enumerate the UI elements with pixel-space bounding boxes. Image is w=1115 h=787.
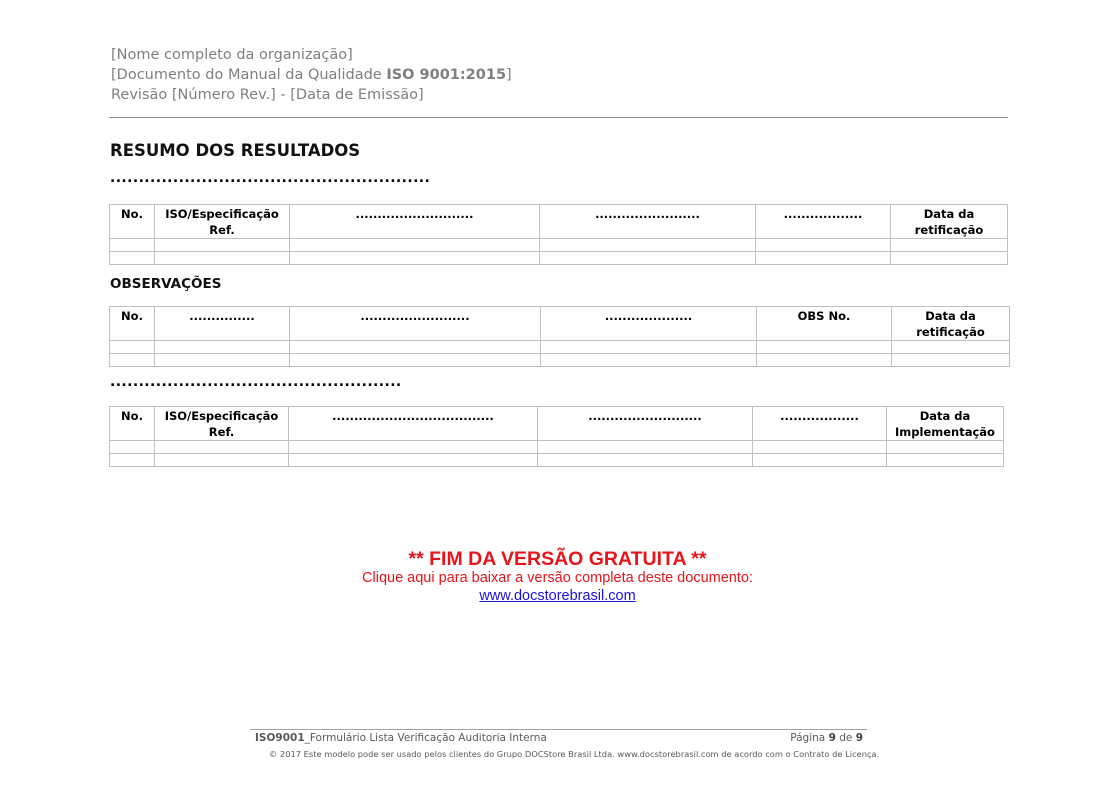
third-subheading: ................................................... <box>110 374 402 390</box>
summary-table <box>109 204 1008 265</box>
revision-line: Revisão [Número Rev.] - [Data de Emissão] <box>111 87 424 103</box>
table-cell[interactable] <box>538 454 753 467</box>
download-link-container <box>0 587 1115 605</box>
col-header: ............... <box>155 307 290 341</box>
col-header: No. <box>110 407 155 441</box>
download-link[interactable]: www.docstorebrasil.com <box>479 588 636 604</box>
organization-name: [Nome completo da organização] <box>111 47 353 63</box>
table-cell[interactable] <box>289 441 538 454</box>
table-header-row <box>110 407 1004 441</box>
table-cell[interactable] <box>757 341 892 354</box>
table-row <box>110 454 1004 467</box>
free-version-end-title: ** FIM DA VERSÃO GRATUITA ** <box>408 548 707 570</box>
table-cell[interactable] <box>756 252 891 265</box>
table-row <box>110 354 1010 367</box>
col-header: .................. <box>756 205 891 239</box>
table-cell[interactable] <box>891 239 1008 252</box>
table-cell[interactable] <box>110 341 155 354</box>
header-divider <box>109 117 1008 118</box>
document-header <box>111 45 512 105</box>
table-cell[interactable] <box>155 454 289 467</box>
table-cell[interactable] <box>110 239 155 252</box>
col-header: Data da Implementação <box>887 407 1004 441</box>
col-header: .................. <box>753 407 887 441</box>
col-header: Data da retificação <box>891 205 1008 239</box>
download-prompt[interactable]: Clique aqui para baixar a versão completa deste documento: <box>362 570 753 586</box>
table-cell[interactable] <box>290 239 540 252</box>
table-cell[interactable] <box>155 252 290 265</box>
table-cell[interactable] <box>290 252 540 265</box>
table-cell[interactable] <box>110 252 155 265</box>
table-cell[interactable] <box>155 354 290 367</box>
col-header: ........................ <box>540 205 756 239</box>
col-header: .................... <box>541 307 757 341</box>
table-header-row <box>110 307 1010 341</box>
table-cell[interactable] <box>290 341 541 354</box>
table-cell[interactable] <box>540 252 756 265</box>
col-header: Data da retificação <box>892 307 1010 341</box>
table-cell[interactable] <box>538 441 753 454</box>
table-cell[interactable] <box>155 341 290 354</box>
col-header: ISO/Especificação Ref. <box>155 407 289 441</box>
table-cell[interactable] <box>756 239 891 252</box>
table-cell[interactable] <box>753 454 887 467</box>
table-row <box>110 252 1008 265</box>
page-number: Página 9 de 9 <box>790 732 863 744</box>
document-title: [Documento do Manual da Qualidade ISO 9001:2015] <box>111 67 512 83</box>
table-cell[interactable] <box>155 441 289 454</box>
table-row <box>110 239 1008 252</box>
footer-divider <box>250 729 867 730</box>
footer-document-name: ISO9001_Formulário Lista Verificação Auditoria Interna <box>255 732 547 744</box>
table-cell[interactable] <box>887 441 1004 454</box>
observations-title: OBSERVAÇÕES <box>110 276 222 292</box>
table-cell[interactable] <box>541 341 757 354</box>
col-header: ......................... <box>290 307 541 341</box>
table-row <box>110 441 1004 454</box>
col-header: .......................... <box>538 407 753 441</box>
table-cell[interactable] <box>753 441 887 454</box>
table-cell[interactable] <box>887 454 1004 467</box>
table-cell[interactable] <box>155 239 290 252</box>
table-cell[interactable] <box>110 441 155 454</box>
table-cell[interactable] <box>290 354 541 367</box>
col-header: ISO/Especificação Ref. <box>155 205 290 239</box>
implementation-table <box>109 406 1004 467</box>
table-cell[interactable] <box>110 354 155 367</box>
col-header: ..................................... <box>289 407 538 441</box>
table-cell[interactable] <box>757 354 892 367</box>
copyright-notice: © 2017 Este modelo pode ser usado pelos clientes do Grupo DOCStore Brasil Ltda. www.docstorebrasil.com de acordo com o Contrato de Licença. <box>269 749 880 759</box>
summary-title: RESUMO DOS RESULTADOS <box>110 141 361 160</box>
table-row <box>110 341 1010 354</box>
table-cell[interactable] <box>541 354 757 367</box>
observations-table <box>109 306 1010 367</box>
col-header: No. <box>110 307 155 341</box>
table-cell[interactable] <box>892 354 1010 367</box>
col-header: No. <box>110 205 155 239</box>
table-cell[interactable] <box>892 341 1010 354</box>
table-cell[interactable] <box>110 454 155 467</box>
col-header: OBS No. <box>757 307 892 341</box>
table-header-row <box>110 205 1008 239</box>
table-cell[interactable] <box>540 239 756 252</box>
col-header: ........................... <box>290 205 540 239</box>
iso-standard: ISO 9001:2015 <box>386 67 507 83</box>
summary-subheading: ........................................................ <box>110 170 431 186</box>
table-cell[interactable] <box>891 252 1008 265</box>
table-cell[interactable] <box>289 454 538 467</box>
